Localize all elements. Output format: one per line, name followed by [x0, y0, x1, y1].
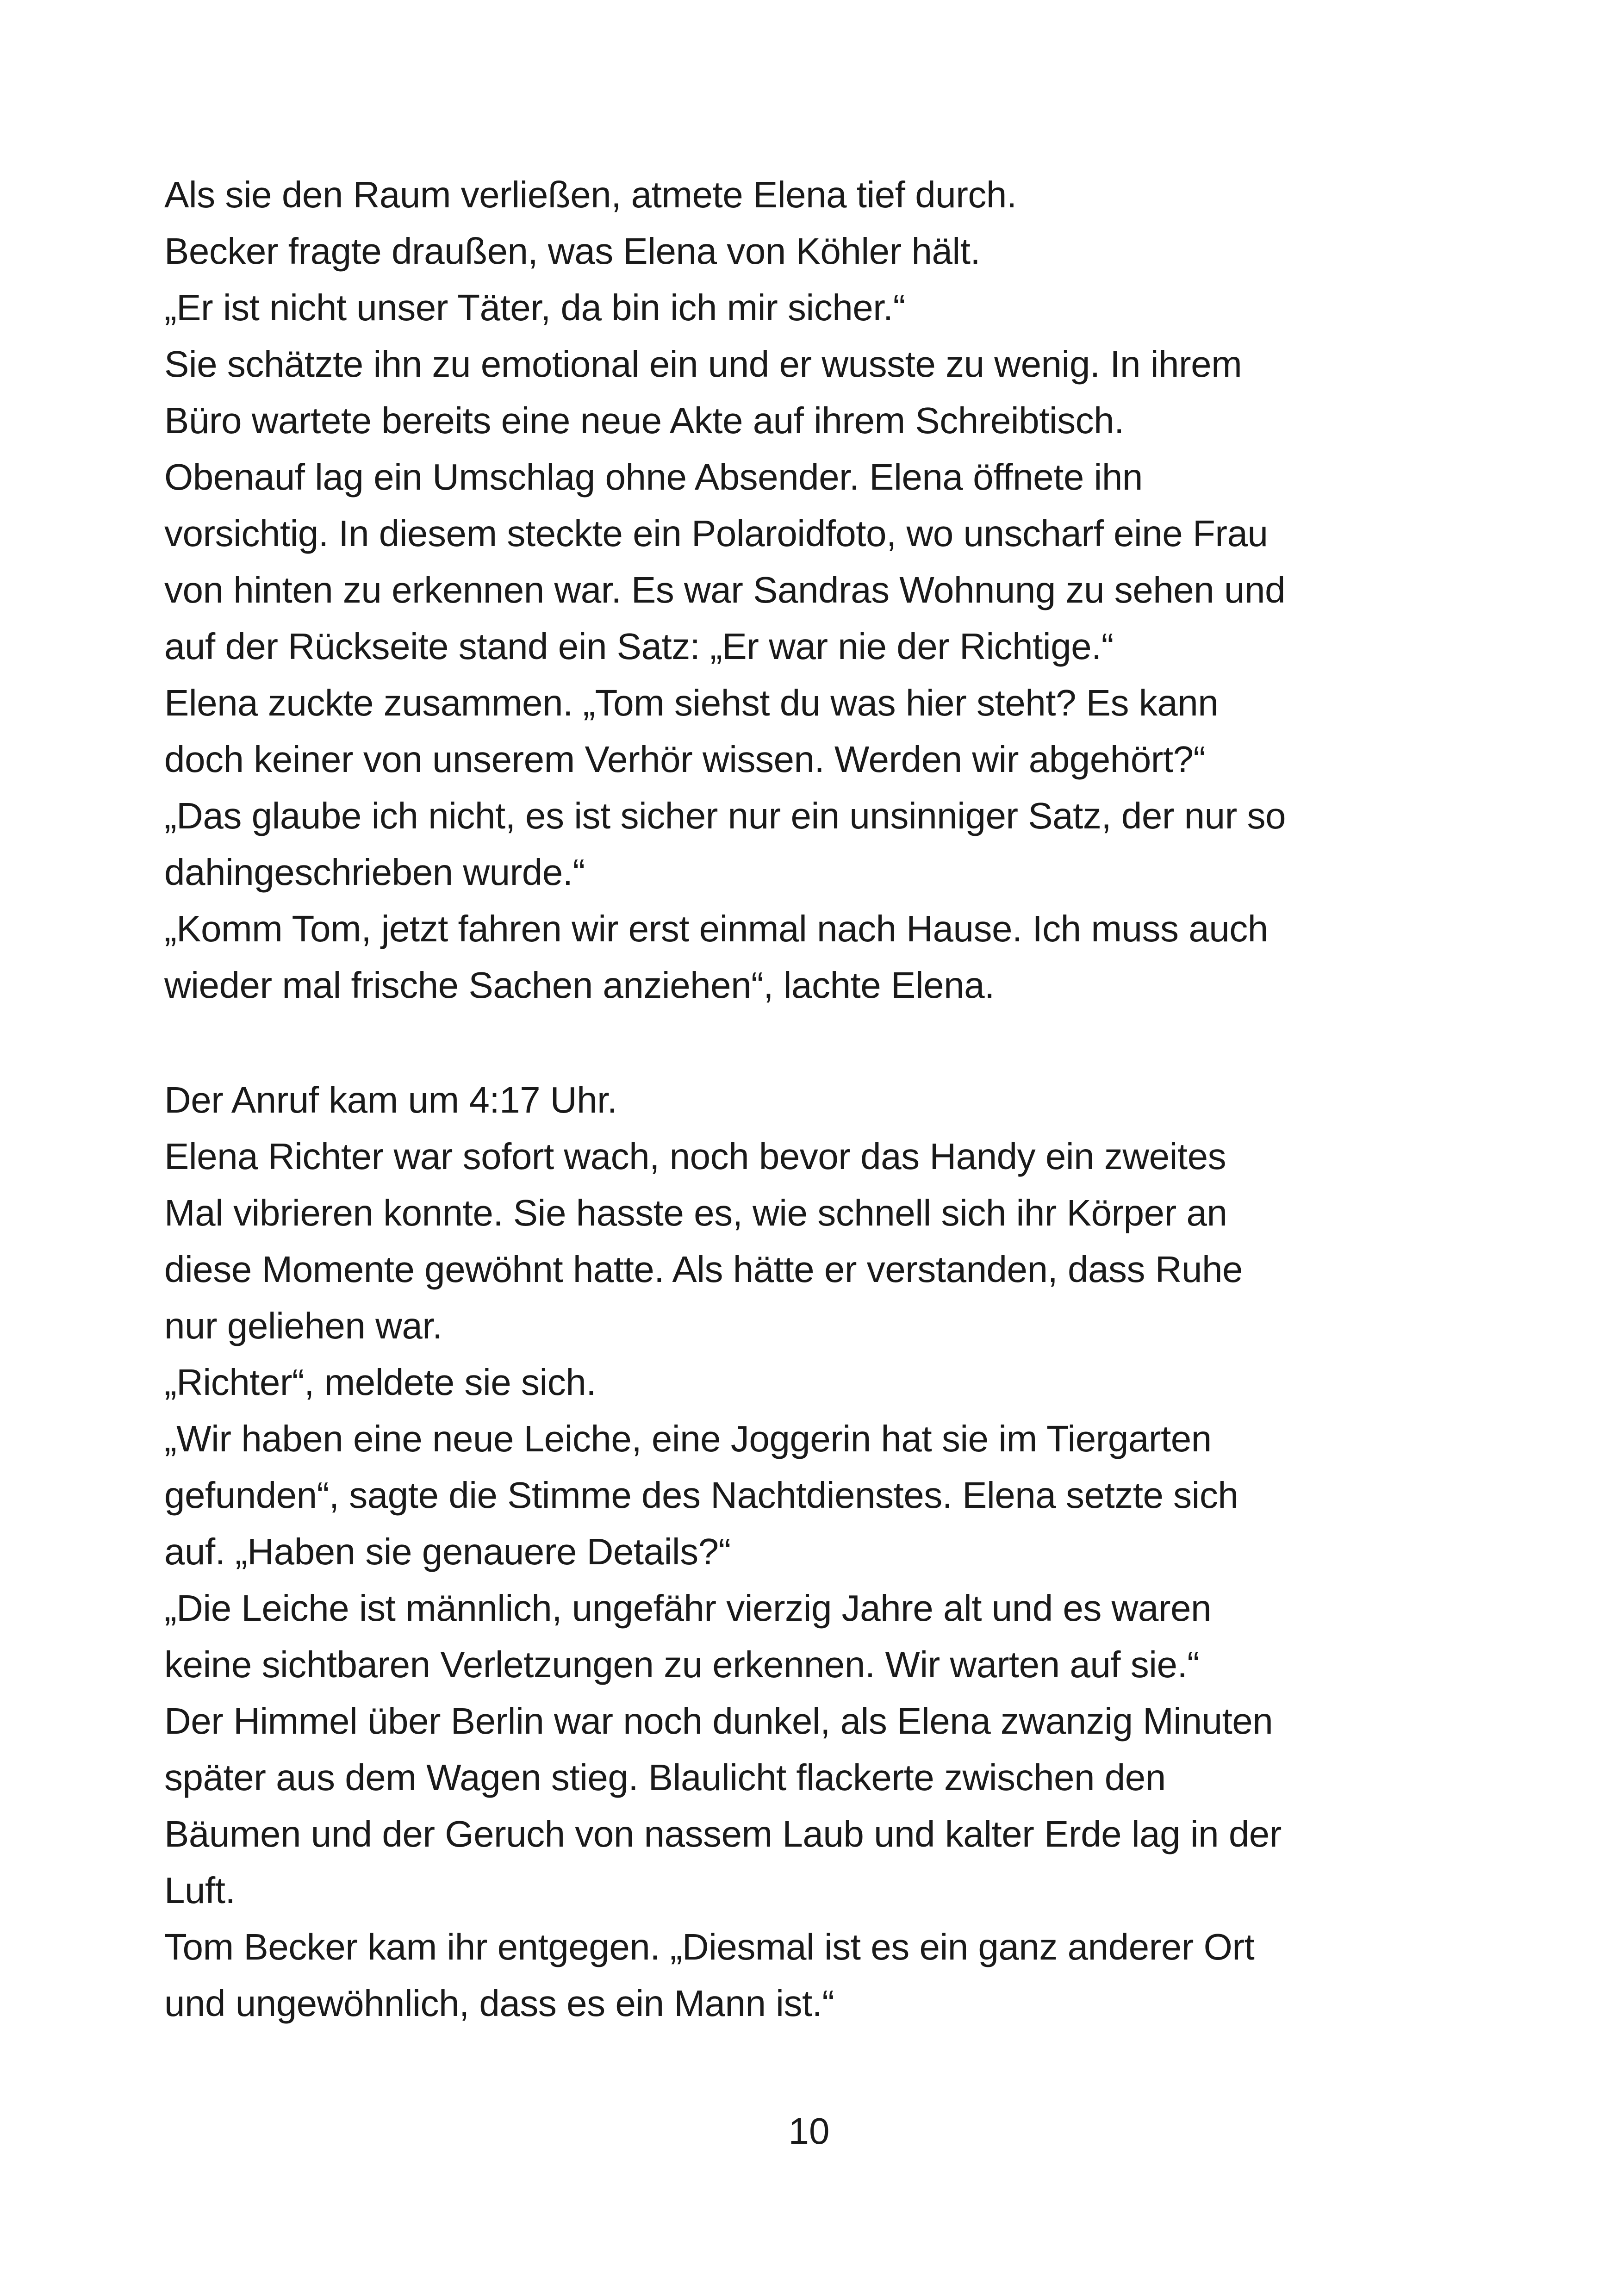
text-line: Als sie den Raum verließen, atmete Elena tief durch.: [164, 174, 1017, 215]
text-line: später aus dem Wagen stieg. Blaulicht flackerte zwischen den: [164, 1757, 1166, 1798]
text-line: gefunden“, sagte die Stimme des Nachtdienstes. Elena setzte sich: [164, 1475, 1238, 1516]
text-line: und ungewöhnlich, dass es ein Mann ist.“: [164, 1983, 834, 2024]
text-line: Becker fragte draußen, was Elena von Köhler hält.: [164, 230, 981, 272]
text-line: vorsichtig. In diesem steckte ein Polaroidfoto, wo unscharf eine Frau: [164, 513, 1268, 554]
text-line: keine sichtbaren Verletzungen zu erkennen. Wir warten auf sie.“: [164, 1644, 1200, 1685]
text-line: „Das glaube ich nicht, es ist sicher nur ein unsinniger Satz, der nur so: [164, 795, 1286, 836]
text-line: Luft.: [164, 1870, 236, 1911]
text-line: „Er ist nicht unser Täter, da bin ich mir sicher.“: [164, 287, 905, 328]
text-line: diese Momente gewöhnt hatte. Als hätte er verstanden, dass Ruhe: [164, 1249, 1243, 1290]
text-line: Obenauf lag ein Umschlag ohne Absender. Elena öffnete ihn: [164, 456, 1143, 498]
text-line: nur geliehen war.: [164, 1305, 442, 1346]
text-line: „Komm Tom, jetzt fahren wir erst einmal nach Hause. Ich muss auch: [164, 908, 1268, 949]
text-line: Tom Becker kam ihr entgegen. „Diesmal ist es ein ganz anderer Ort: [164, 1926, 1255, 1967]
text-line: Elena zuckte zusammen. „Tom siehst du was hier steht? Es kann: [164, 682, 1219, 723]
text-line: „Wir haben eine neue Leiche, eine Joggerin hat sie im Tiergarten: [164, 1418, 1212, 1459]
text-line: wieder mal frische Sachen anziehen“, lachte Elena.: [164, 964, 995, 1006]
text-line: von hinten zu erkennen war. Es war Sandras Wohnung zu sehen und: [164, 569, 1285, 610]
paragraph-block-1: [164, 167, 1506, 1014]
text-line: Der Anruf kam um 4:17 Uhr.: [164, 1079, 617, 1120]
page-number: 10: [788, 2110, 830, 2152]
text-line: „Die Leiche ist männlich, ungefähr vierzig Jahre alt und es waren: [164, 1587, 1212, 1629]
paragraph-block-2: [164, 1072, 1506, 2032]
text-line: Sie schätzte ihn zu emotional ein und er wusste zu wenig. In ihrem: [164, 343, 1242, 385]
text-line: Der Himmel über Berlin war noch dunkel, als Elena zwanzig Minuten: [164, 1700, 1273, 1742]
text-line: auf. „Haben sie genauere Details?“: [164, 1531, 731, 1572]
text-line: Büro wartete bereits eine neue Akte auf ihrem Schreibtisch.: [164, 400, 1124, 441]
text-line: Mal vibrieren konnte. Sie hasste es, wie schnell sich ihr Körper an: [164, 1192, 1227, 1233]
text-line: dahingeschrieben wurde.“: [164, 852, 585, 893]
text-line: Elena Richter war sofort wach, noch bevor das Handy ein zweites: [164, 1136, 1226, 1177]
text-line: Bäumen und der Geruch von nassem Laub und kalter Erde lag in der: [164, 1813, 1282, 1854]
text-line: „Richter“, meldete sie sich.: [164, 1362, 596, 1403]
text-line: doch keiner von unserem Verhör wissen. Werden wir abgehört?“: [164, 739, 1206, 780]
text-line: auf der Rückseite stand ein Satz: „Er war nie der Richtige.“: [164, 626, 1114, 667]
